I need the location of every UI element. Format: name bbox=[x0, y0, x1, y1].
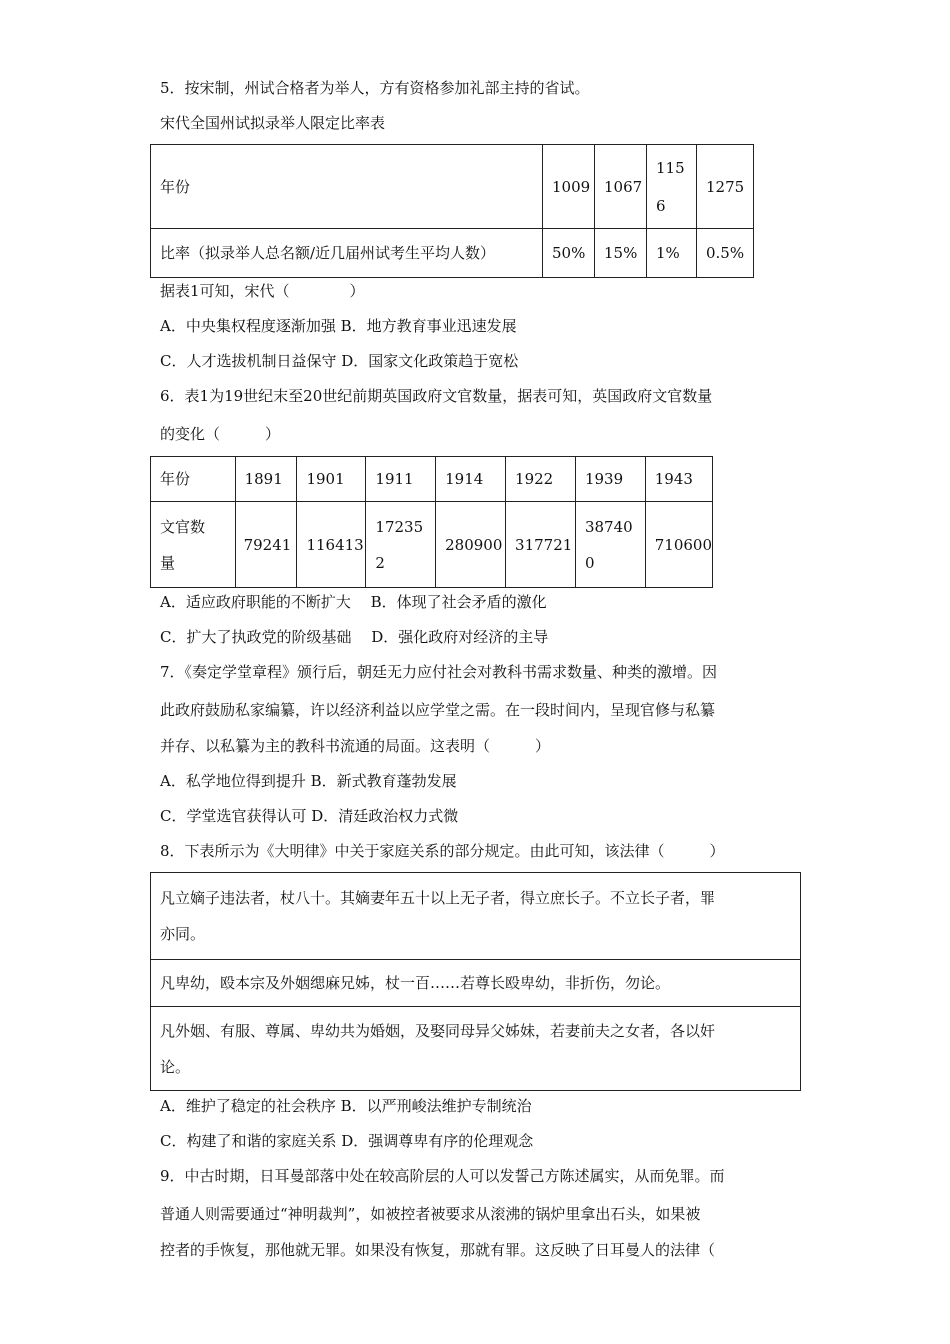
q6-year-cell: 1901 bbox=[297, 457, 366, 502]
q8-table-row bbox=[151, 873, 801, 960]
q5-options-ab: A．中央集权程度逐渐加强 B．地方教育事业迅速发展 bbox=[160, 317, 517, 335]
q6-year-cell: 1922 bbox=[506, 457, 576, 502]
q6-year-cell: 1914 bbox=[436, 457, 506, 502]
q8-rule-cell bbox=[151, 873, 801, 960]
q5-table-row bbox=[151, 229, 754, 278]
q6-count-part: 0 bbox=[584, 553, 595, 572]
q6-count-cell bbox=[366, 502, 436, 588]
q5-year-part: 115 bbox=[656, 158, 685, 177]
q7-stem-line2: 此政府鼓励私家编纂，许以经济利益以应学堂之需。在一段时间内，呈现官修与私纂 bbox=[160, 701, 716, 719]
q8-table bbox=[150, 872, 801, 1091]
q6-count-label bbox=[151, 502, 236, 588]
q8-options-cd: C．构建了和谐的家庭关系 D．强调尊卑有序的伦理观念 bbox=[160, 1132, 534, 1150]
q8-rule-cell: 凡卑幼，殴本宗及外姻缌麻兄姊，杖一百……若尊长殴卑幼，非折伤，勿论。 bbox=[151, 960, 801, 1007]
q9-stem-line2: 普通人则需要通过“神明裁判”，如被控者被要求从滚沸的锅炉里拿出石头，如果被 bbox=[160, 1205, 701, 1223]
q5-table bbox=[150, 144, 754, 278]
q8-stem: 8．下表所示为《大明律》中关于家庭关系的部分规定。由此可知，该法律（ ） bbox=[160, 842, 725, 860]
q6-stem-line2: 的变化（ ） bbox=[160, 425, 281, 443]
q5-rate-cell: 1% bbox=[647, 229, 697, 278]
q5-year-cell bbox=[647, 145, 697, 229]
q8-table-row bbox=[151, 960, 801, 1007]
q7-stem-line1: 7．《奏定学堂章程》颁行后，朝廷无力应付社会对教科书需求数量、种类的激增。因 bbox=[160, 663, 718, 681]
q5-year-part: 6 bbox=[656, 196, 666, 215]
q5-year-cell: 1275 bbox=[697, 145, 754, 229]
q5-options-cd: C．人才选拔机制日益保守 D．国家文化政策趋于宽松 bbox=[160, 352, 519, 370]
q5-table-title: 宋代全国州试拟录举人限定比率表 bbox=[160, 114, 386, 132]
q8-rule-line: 论。 bbox=[160, 1057, 191, 1076]
q8-rule-line: 凡立嫡子违法者，杖八十。其嫡妻年五十以上无子者，得立庶长子。不立长子者，罪 bbox=[160, 889, 716, 907]
q6-count-cell: 710600 bbox=[645, 502, 712, 588]
q5-rate-cell: 15% bbox=[595, 229, 647, 278]
q5-rate-cell: 50% bbox=[543, 229, 595, 278]
q5-table-row bbox=[151, 145, 754, 229]
q9-stem-line1: 9．中古时期，日耳曼部落中处在较高阶层的人可以发誓己方陈述属实，从而免罪。而 bbox=[160, 1167, 725, 1185]
q7-options-ab: A．私学地位得到提升 B．新式教育蓬勃发展 bbox=[160, 772, 457, 790]
q6-stem-line1: 6．表1为19世纪末至20世纪前期英国政府文官数量，据表可知，英国政府文官数量 bbox=[160, 387, 713, 405]
q6-options-ab: A．适应政府职能的不断扩大 B．体现了社会矛盾的激化 bbox=[160, 593, 547, 611]
q9-stem-line3: 控者的手恢复，那他就无罪。如果没有恢复，那就有罪。这反映了日耳曼人的法律（ bbox=[160, 1241, 716, 1259]
q5-prompt: 据表1可知，宋代（ ） bbox=[160, 282, 365, 300]
q5-rate-cell: 0.5% bbox=[697, 229, 754, 278]
q6-count-cell: 317721 bbox=[506, 502, 576, 588]
q5-year-cell: 1067 bbox=[595, 145, 647, 229]
q6-count-cell: 116413 bbox=[297, 502, 366, 588]
q6-count-cell: 280900 bbox=[436, 502, 506, 588]
q8-rule-cell bbox=[151, 1007, 801, 1091]
q6-count-cell: 79241 bbox=[235, 502, 297, 588]
q7-stem-line3: 并存、以私纂为主的教科书流通的局面。这表明（ ） bbox=[160, 737, 551, 755]
q6-table-row bbox=[151, 457, 713, 502]
q8-rule-line: 亦同。 bbox=[160, 925, 206, 943]
q6-count-part: 17235 bbox=[375, 517, 424, 536]
q6-year-label: 年份 bbox=[151, 457, 236, 502]
q6-year-cell: 1911 bbox=[366, 457, 436, 502]
q5-year-cell: 1009 bbox=[543, 145, 595, 229]
q6-count-part: 2 bbox=[375, 553, 385, 572]
q6-count-label-part: 量 bbox=[160, 553, 176, 572]
q6-count-part: 38740 bbox=[584, 517, 633, 536]
q6-year-cell: 1891 bbox=[235, 457, 297, 502]
q8-options-ab: A．维护了稳定的社会秩序 B．以严刑峻法维护专制统治 bbox=[160, 1097, 532, 1115]
q5-row2-label: 比率（拟录举人总名额/近几届州试考生平均人数） bbox=[151, 229, 543, 278]
q7-options-cd: C．学堂选官获得认可 D．清廷政治权力式微 bbox=[160, 807, 459, 825]
q6-table bbox=[150, 456, 713, 588]
q8-table-row bbox=[151, 1007, 801, 1091]
q6-count-cell bbox=[575, 502, 645, 588]
q6-year-cell: 1943 bbox=[645, 457, 712, 502]
q6-table-row bbox=[151, 502, 713, 588]
q5-stem: 5．按宋制，州试合格者为举人，方有资格参加礼部主持的省试。 bbox=[160, 79, 590, 97]
q8-rule-line: 凡外姻、有服、尊属、卑幼共为婚姻，及娶同母异父姊妹，若妻前夫之女者，各以奸 bbox=[160, 1021, 716, 1040]
q6-count-label-part: 文官数 bbox=[160, 517, 206, 536]
q6-year-cell: 1939 bbox=[575, 457, 645, 502]
q5-row1-label: 年份 bbox=[151, 145, 543, 229]
q6-options-cd: C．扩大了执政党的阶级基础 D．强化政府对经济的主导 bbox=[160, 628, 549, 646]
